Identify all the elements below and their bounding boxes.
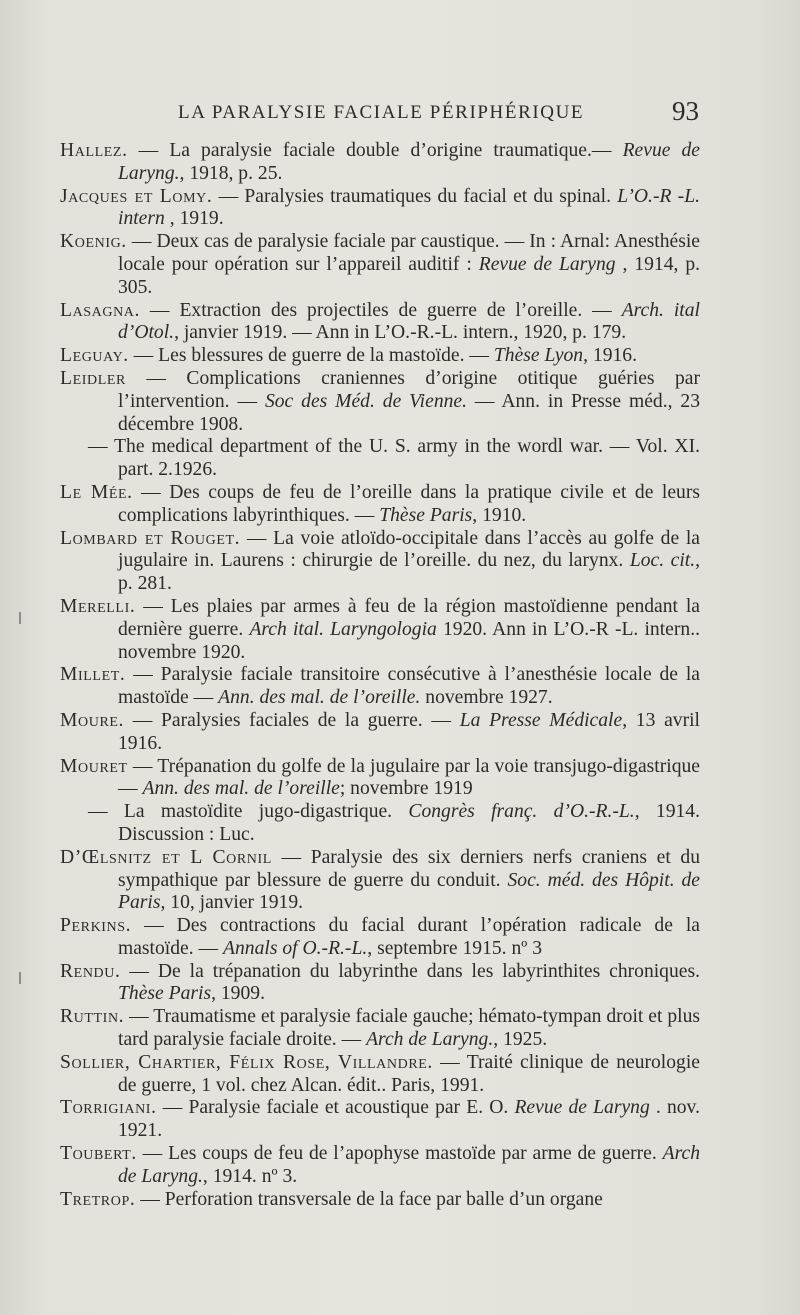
- entry-italic-title: Annals of O.-R.-L.: [223, 937, 368, 959]
- bibliography-entry: [60, 847, 700, 915]
- entry-tail: , 1914. nº 3.: [202, 1165, 298, 1187]
- bibliography-author: Leidler: [60, 367, 126, 389]
- entry-italic-title: Ann. des mal. de l’oreille: [142, 778, 340, 800]
- bibliography-entry: [60, 1052, 700, 1098]
- entry-text: — Deux cas de paralysie faciale par caustique. — In : Arnal: Anesthésie locale pour opération sur l’appareil auditif :: [118, 231, 700, 275]
- bibliography-author: Torrigiani.: [60, 1097, 157, 1119]
- entry-text: — De la trépanation du labyrinthe dans les labyrinthites chroniques.: [120, 960, 700, 982]
- bibliography-entry: [60, 1143, 700, 1189]
- bibliography-author: Le Mée.: [60, 481, 133, 503]
- bibliography-author: D’Œlsnitz et L Cornil: [60, 846, 272, 868]
- bibliography-author: Sollier, Chartier, Félix Rose, Villandre.: [60, 1051, 433, 1073]
- running-title: LA PARALYSIE FACIALE PÉRIPHÉRIQUE: [178, 102, 585, 123]
- entry-text: — La mastoïdite jugo-digastrique.: [88, 801, 409, 823]
- bibliography-author: Ruttin.: [60, 1006, 125, 1028]
- bibliography-entry: [60, 801, 700, 847]
- bibliography-entry: [60, 961, 700, 1007]
- entry-text: — Les coups de feu de l’apophyse mastoïde par arme de guerre.: [136, 1143, 663, 1165]
- bibliography-author: Lasagna.: [60, 299, 141, 321]
- entry-italic-title: Thèse Paris: [118, 983, 212, 1005]
- bibliography-author: Merelli.: [60, 595, 136, 617]
- entry-italic-title: Arch de Laryng.: [118, 1143, 700, 1187]
- entry-text: — Paralysie des six derniers nerfs craniens et du sympathique par blessure de guerre du conduit.: [118, 846, 700, 891]
- bibliography-entry: [60, 140, 700, 186]
- entry-tail: , 1916.: [583, 345, 637, 367]
- bibliography-author: Rendu.: [60, 960, 121, 982]
- margin-mark: [19, 972, 21, 984]
- page-number: 93: [672, 96, 699, 126]
- entry-italic-title: Congrès franç. d’O.-R.-L.: [408, 801, 635, 823]
- bibliography-entry: [60, 1097, 700, 1143]
- entry-text: — Traumatisme et paralysie faciale gauche; hémato-tympan droit et plus tard paralysie faciale droite. —: [118, 1006, 700, 1051]
- entry-text: — Paralysie faciale transitoire consécutive à l’anesthésie locale de la mastoïde —: [118, 664, 700, 709]
- entry-tail: . nov. 1921.: [118, 1097, 700, 1142]
- bibliography-author: Toubert.: [60, 1143, 137, 1165]
- bibliography-list: [60, 140, 700, 1211]
- bibliography-entry: [60, 710, 700, 756]
- bibliography-author: Lombard et Rouget.: [60, 527, 241, 549]
- bibliography-entry: [60, 345, 700, 368]
- bibliography-entry: [60, 664, 700, 710]
- entry-tail: , janvier 1919. — Ann in L’O.-R.-L. intern., 1920, p. 179.: [174, 322, 627, 344]
- bibliography-entry: [60, 482, 700, 528]
- bibliography-author: Jacques et Lomy.: [60, 185, 213, 207]
- entry-tail: 1920. Ann in L’O.-R -L. intern.. novembre 1920.: [118, 618, 700, 663]
- entry-text: — Traité clinique de neurologie de guerre, 1 vol. chez Alcan. édit.. Paris, 1991.: [118, 1051, 700, 1096]
- entry-italic-title: Revue de Laryng: [478, 253, 616, 275]
- bibliography-author: Moure.: [60, 709, 125, 731]
- entry-italic-title: La Presse Médicale: [459, 709, 623, 731]
- bibliography-entry: [60, 436, 700, 482]
- bibliography-entry: [60, 528, 700, 596]
- bibliography-author: Tretrop.: [60, 1188, 136, 1210]
- entry-italic-title: Thèse Lyon: [493, 345, 584, 367]
- entry-text: — La paralysie faciale double d’origine traumatique.—: [127, 140, 623, 161]
- entry-text: — Des coups de feu de l’oreille dans la pratique civile et de leurs complications labyrinthiques. —: [118, 481, 701, 526]
- entry-text: — Les blessures de guerre de la mastoïde. —: [128, 345, 494, 367]
- bibliography-author: Leguay.: [60, 345, 129, 367]
- entry-text: — Les plaies par armes à feu de la région mastoïdienne pendant la dernière guerre.: [118, 595, 700, 640]
- entry-italic-title: Revue de Laryng.: [118, 140, 701, 184]
- bibliography-entry: [60, 186, 700, 232]
- bibliography-author: Millet.: [60, 664, 126, 686]
- entry-text: — Paralysie faciale et acoustique par E. O.: [156, 1097, 515, 1119]
- entry-tail: , 1925.: [493, 1029, 548, 1051]
- entry-tail: , 1910.: [472, 504, 527, 526]
- entry-tail: , 1914, p. 305.: [118, 253, 701, 298]
- entry-text: — Paralysies traumatiques du facial et du spinal.: [212, 185, 618, 207]
- bibliography-entry: [60, 756, 700, 802]
- bibliography-entry: [60, 368, 700, 436]
- entry-tail: , 1909.: [211, 983, 265, 1005]
- entry-italic-title: Soc. méd. des Hôpit. de Paris: [118, 869, 700, 914]
- bibliography-entry: [60, 596, 700, 664]
- bibliography-author: Koenig.: [60, 231, 127, 253]
- entry-italic-title: Arch ital. Laryngologia: [249, 618, 437, 640]
- entry-tail: ; novembre 1919: [339, 778, 473, 800]
- entry-text: — La voie atloïdo-occipitale dans l’accès au golfe de la jugulaire in. Laurens : chirurgie de l’oreille. du nez, du larynx.: [118, 527, 701, 572]
- bibliography-entry: [60, 1006, 700, 1052]
- entry-tail: , 13 avril 1916.: [118, 709, 701, 754]
- bibliography-entry: [60, 300, 700, 346]
- entry-text: — Des contractions du facial durant l’opération radicale de la mastoïde. —: [118, 915, 700, 959]
- entry-tail: — Ann. in Presse méd., 23 décembre 1908.: [118, 390, 700, 435]
- bibliography-entry: [60, 231, 700, 299]
- bibliography-author: Perkins.: [60, 915, 132, 937]
- entry-tail: , 10, janvier 1919.: [160, 892, 304, 914]
- entry-text: — Trépanation du golfe de la jugulaire par la voie transjugo-digastrique —: [118, 755, 700, 800]
- bibliography-entry: [60, 915, 700, 961]
- entry-tail: , 1914. Discussion : Luc.: [118, 801, 700, 845]
- entry-text: — Paralysies faciales de la guerre. —: [124, 709, 460, 731]
- entry-tail: , 1919.: [164, 208, 224, 230]
- bibliography-author: Mouret: [60, 755, 128, 777]
- entry-text: — Complications craniennes d’origine otitique guéries par l’intervention. —: [118, 367, 700, 412]
- entry-tail: , septembre 1915. nº 3: [367, 937, 543, 959]
- entry-italic-title: Loc. cit.: [629, 550, 696, 572]
- entry-italic-title: Revue de Laryng: [514, 1097, 650, 1119]
- entry-text: — Extraction des projectiles de guerre de l’oreille. —: [140, 299, 622, 321]
- entry-tail: novembre 1927.: [420, 687, 553, 709]
- bibliography-author: Hallez.: [60, 140, 128, 161]
- margin-mark: [19, 612, 21, 624]
- entry-italic-title: Arch de Laryng.: [366, 1029, 494, 1051]
- entry-tail: , p. 281.: [118, 550, 701, 595]
- page-header: [0, 96, 800, 132]
- entry-tail: , 1918, p. 25.: [179, 162, 283, 184]
- entry-text: — Perforation transversale de la face par balle d’un organe: [135, 1188, 603, 1210]
- bibliography-entry: [60, 1189, 700, 1212]
- entry-italic-title: Ann. des mal. de l’oreille.: [218, 687, 421, 709]
- entry-italic-title: Arch. ital d’Otol.: [118, 299, 700, 344]
- entry-text: — The medical department of the U. S. army in the wordl war. — Vol. XI. part. 2.1926.: [88, 436, 700, 481]
- entry-italic-title: Thèse Paris: [379, 504, 473, 526]
- entry-italic-title: Soc des Méd. de Vienne.: [264, 390, 468, 412]
- entry-italic-title: L’O.-R -L. intern: [118, 185, 700, 230]
